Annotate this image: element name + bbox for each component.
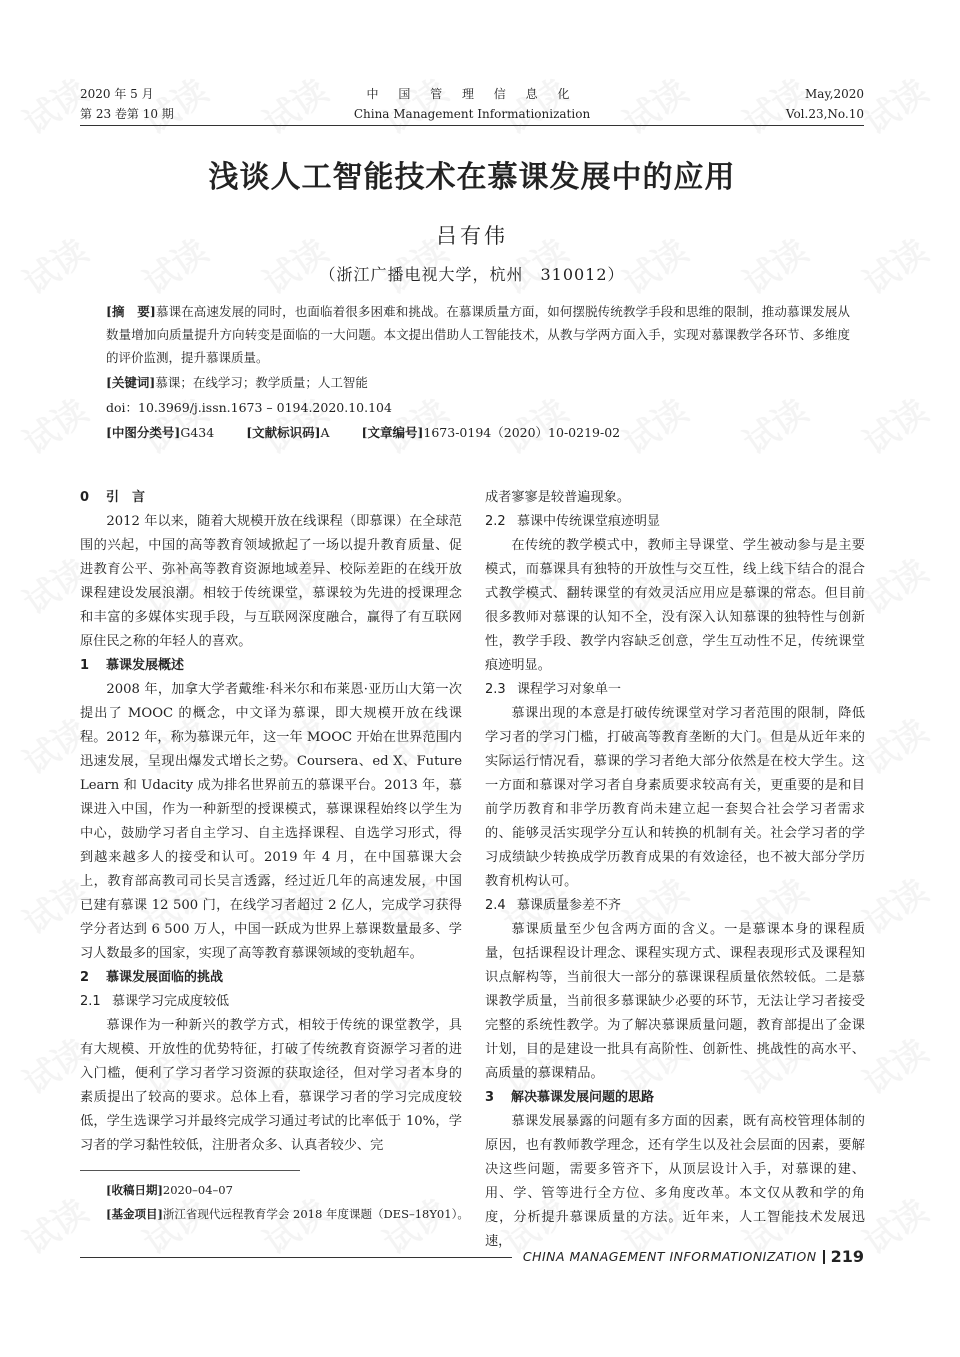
subsection-heading-2-3	[485, 678, 865, 702]
header-right	[786, 84, 864, 124]
received-label: [收稿日期]	[106, 1183, 163, 1197]
abstract-text: 慕课在高速发展的同时，也面临着很多困难和挑战。在慕课质量方面，如何摆脱传统教学手段和思维的限制，推动慕课发展从数量增加向质量提升方向转变是面临的一大问题。本文提出借助人工智能技术，从教与学两方面入手，实现对慕课教学各环节、多维度的评价监测，提升慕课质量。	[106, 304, 850, 365]
running-header	[80, 84, 864, 124]
received-date	[106, 1178, 481, 1202]
section-heading-3	[485, 1086, 865, 1110]
keywords-text: 慕课；在线学习；教学质量；人工智能	[155, 375, 368, 390]
subsection-title: 课程学习对象单一	[517, 682, 622, 697]
section-title: 慕课发展面临的挑战	[106, 970, 224, 985]
abstract-block	[106, 300, 850, 444]
paragraph-continued: 成者寥寥是较普遍现象。	[485, 490, 631, 505]
doi: doi：10.3969/j.issn.1673 – 0194.2020.10.104	[106, 400, 392, 415]
subsection-number: 2.1	[80, 994, 101, 1009]
paragraph: 2008 年，加拿大学者戴维·科米尔和布莱恩·亚历山大第一次提出了 MOOC 的概念，中文译为慕课，即大规模开放在线课程。2012 年，称为慕课元年，这一年 MOOC 开始在世界范围内迅速发展，呈现出爆发式增长之势。Coursera、ed X、Future Learn 和 Udacity 成为排名世界前五的慕课平台。2013 年，慕课进入中国，作为一种新型的授课模式，慕课课程始终以学生为中心，鼓励学习者自主学习、自主选择课程、自选学习形式，得到越来越多人的接受和认可。2019 年 4 月，在中国慕课大会上，教育部高教司司长吴言透露，经过近几年的高速发展，中国已建有慕课 12 500 门，在线学习者超过 2 亿人，完成学习获得学分者达到 6 500 万人，中国一跃成为世界上慕课数量最多、学习人数最多的国家，实现了高等教育慕课领域的变轨超车。	[80, 682, 462, 961]
article-no-field	[362, 425, 621, 440]
left-column	[80, 486, 462, 1158]
author-affiliation: （浙江广播电视大学，杭州 310012）	[319, 265, 625, 284]
volume-en: Vol.23,No.10	[785, 107, 864, 121]
doc-code-label: [文献标识码]	[246, 425, 321, 440]
section-heading-0	[80, 486, 462, 510]
section-title: 引 言	[106, 490, 146, 505]
issue-date-cn: 2020 年 5 月	[80, 87, 154, 101]
keywords	[106, 371, 850, 394]
clc-label: [中图分类号]	[106, 425, 181, 440]
paragraph: 慕课质量至少包含两方面的含义。一是慕课本身的课程质量，包括课程设计理念、课程实现方式、课程表现形式及课程知识点解构等，当前很大一部分的慕课课程质量依然较低。二是慕课教学质量，当前很多慕课缺少必要的环节，无法让学习者接受完整的系统性教学。为了解决慕课质量问题，教育部提出了金课计划，目的是建设一批具有高阶性、创新性、挑战性的高水平、高质量的慕课精品。	[485, 922, 865, 1081]
footer-divider	[80, 1257, 512, 1258]
paragraph: 在传统的教学模式中，教师主导课堂、学生被动参与是主要模式，而慕课具有独特的开放性与交互性，线上线下结合的混合式教学模式、翻转课堂的有效灵活应用应是慕课的常态。但目前很多教师对慕课的认知不全，没有深入认知慕课的独特性与创新性，教学手段、教学内容缺乏创意，学生互动性不足，传统课堂痕迹明显。	[485, 538, 865, 673]
page-number: 219	[830, 1247, 864, 1266]
section-title: 慕课发展概述	[106, 658, 185, 673]
watermark	[852, 65, 936, 144]
paragraph: 2012 年以来，随着大规模开放在线课程（即慕课）在全球范围的兴起，中国的高等教育领域掀起了一场以提升教育质量、促进教育公平、弥补高等教育资源地域差异、校际差距的在线开放课程建设发展浪潮。相较于传统课堂，慕课较为先进的授课理念和丰富的多媒体实现手段，与互联网深度融合，赢得了有互联网原住民之称的年轻人的喜欢。	[80, 514, 462, 649]
doc-code-field	[246, 425, 329, 440]
fund-value: 浙江省现代远程教育学会 2018 年度课题（DES–18Y01）。	[162, 1207, 469, 1221]
section-number: 0	[80, 490, 90, 505]
watermark	[12, 385, 96, 464]
section-number: 3	[485, 1090, 495, 1105]
section-title: 解决慕课发展问题的思路	[511, 1090, 655, 1105]
subsection-title: 慕课学习完成度较低	[112, 994, 230, 1009]
header-divider	[80, 125, 864, 126]
watermark	[852, 225, 936, 304]
right-column	[485, 486, 865, 1254]
subsection-heading-2-4	[485, 894, 865, 918]
paragraph: 慕课发展暴露的问题有多方面的因素，既有高校管理体制的原因，也有教师教学理念，还有学生以及社会层面的因素，要解决这些问题，需要多管齐下，从顶层设计入手，对慕课的建、用、学、管等进行全方位、多角度改革。本文仅从教和学的角度，分析提升慕课质量的方法。近年来，人工智能技术发展迅速，	[485, 1114, 865, 1249]
received-value: 2020–04–07	[162, 1183, 233, 1197]
section-number: 1	[80, 658, 90, 673]
clc-value: G434	[180, 425, 215, 440]
issue-date-en: May,2020	[805, 87, 864, 101]
watermark	[852, 385, 936, 464]
article-no-value: 1673-0194（2020）10-0219-02	[423, 425, 621, 440]
running-footer	[523, 1247, 864, 1266]
journal-name-en: China Management Informationization	[353, 107, 591, 121]
subsection-heading-2-1	[80, 990, 462, 1014]
header-center	[80, 84, 864, 124]
abstract-label: [摘 要]	[106, 304, 156, 319]
subsection-heading-2-2	[485, 510, 865, 534]
subsection-number: 2.3	[485, 682, 506, 697]
fund-project	[106, 1202, 481, 1226]
footnotes	[106, 1178, 481, 1226]
keywords-label: [关键词]	[106, 375, 156, 390]
subsection-title: 慕课质量参差不齐	[517, 898, 622, 913]
clc-field	[106, 425, 214, 440]
doc-code-value: A	[320, 425, 330, 440]
author-name: 吕有伟	[436, 224, 508, 248]
journal-name-cn: 中 国 管 理 信 息 化	[366, 87, 578, 101]
subsection-number: 2.2	[485, 514, 506, 529]
classification-line	[106, 421, 850, 444]
section-number: 2	[80, 970, 90, 985]
paragraph: 慕课作为一种新兴的教学方式，相较于传统的课堂教学，具有大规模、开放性的优势特征，打破了传统教育资源学习者的进入门槛，便利了学习者学习资源的获取途径，但对学习者本身的素质提出了较高的要求。总体上看，慕课学习者的学习完成度较低，学生选课学习并最终完成学习通过考试的比率低于 10%，学习者的学习黏性较低，注册者众多、认真者较少、完	[80, 1018, 462, 1153]
subsection-number: 2.4	[485, 898, 506, 913]
fund-label: [基金项目]	[106, 1207, 163, 1221]
footnote-divider	[80, 1170, 300, 1171]
paragraph: 慕课出现的本意是打破传统课堂对学习者范围的限制，降低学习者的学习门槛，打破高等教育垄断的大门。但是从近年来的实际运行情况看，慕课的学习者绝大部分依然是在校大学生。这一方面和慕课对学习者自身素质要求较高有关，更重要的是和目前学历教育和非学历教育尚未建立起一套契合社会学习者需求的、能够灵活实现学分互认和转换的机制有关。社会学习者的学习成绩缺少转换成学历教育成果的有效途径，也不被大部分学历教育机构认可。	[485, 706, 865, 889]
volume-cn: 第 23 卷第 10 期	[80, 107, 174, 121]
footer-separator	[823, 1250, 825, 1264]
footer-journal-name: CHINA MANAGEMENT INFORMATIONIZATION	[522, 1249, 817, 1264]
watermark	[12, 1185, 96, 1264]
subsection-title: 慕课中传统课堂痕迹明显	[517, 514, 661, 529]
article-title: 浅谈人工智能技术在慕课发展中的应用	[208, 160, 736, 195]
section-heading-2	[80, 966, 462, 990]
article-no-label: [文章编号]	[361, 425, 424, 440]
abstract	[106, 300, 850, 369]
section-heading-1	[80, 654, 462, 678]
